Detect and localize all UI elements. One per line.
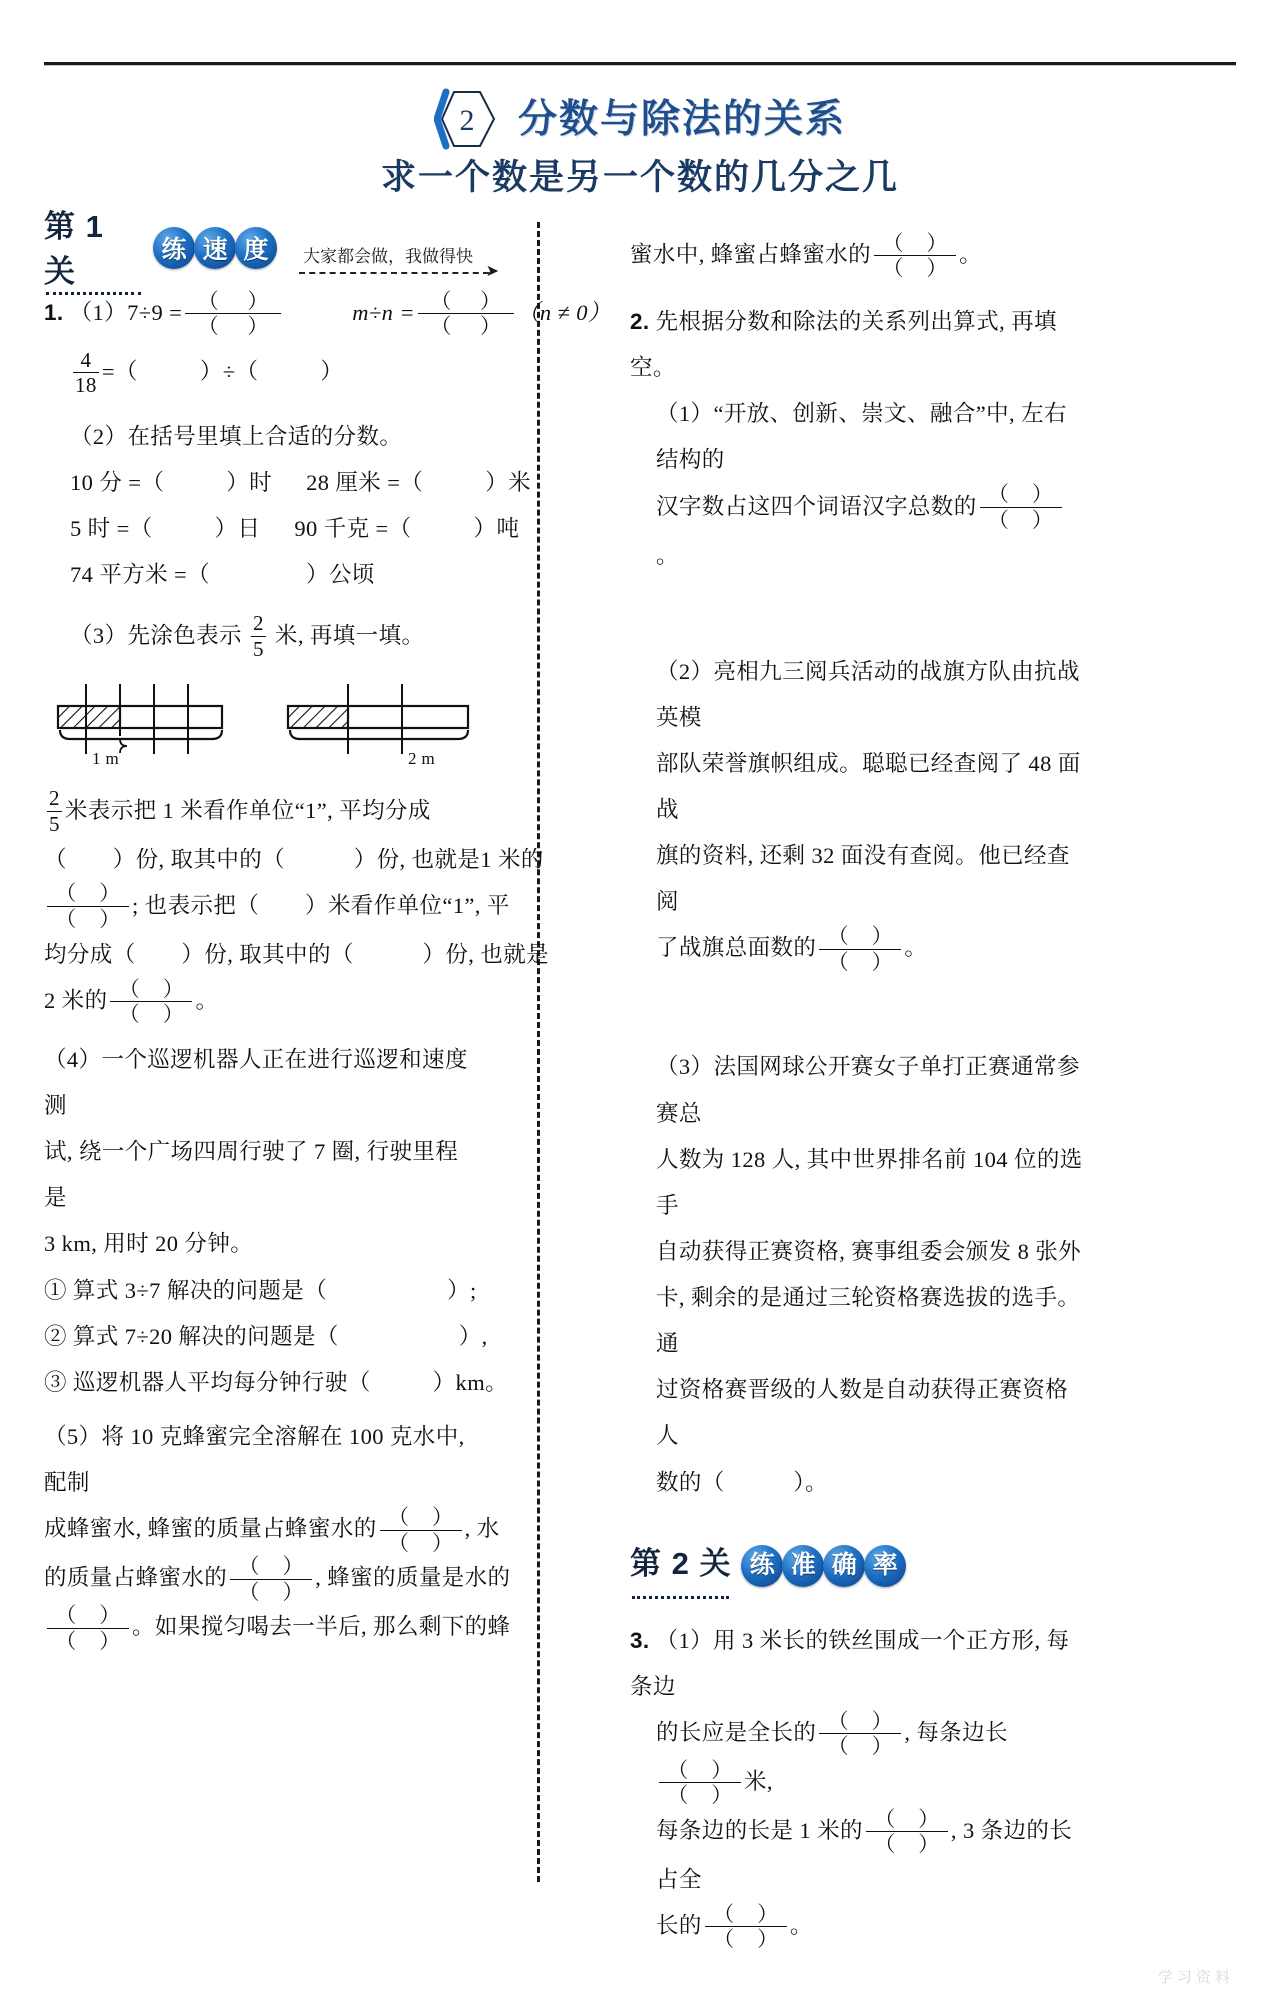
- fraction-numerator: （ ）: [874, 232, 956, 257]
- work-space[interactable]: [630, 579, 1084, 649]
- q1-5-mid: , 水: [464, 1516, 500, 1542]
- q1-3-text-line-3: [44, 881, 510, 932]
- q2-1-tail: 。: [656, 542, 679, 568]
- level-1-tagline: [303, 242, 499, 280]
- ruler-diagram-2m[interactable]: [278, 676, 493, 782]
- fraction-denominator: （ ）: [713, 1927, 779, 1952]
- fraction-numerator: （ ）: [185, 290, 281, 315]
- unit-conv-right: 90 千克 =（: [294, 516, 412, 542]
- left-column: [44, 209, 611, 1942]
- fraction-denominator: （ ）: [987, 507, 1054, 532]
- q2-2-text: 了战旗总面数的: [656, 935, 817, 961]
- work-space[interactable]: [630, 974, 1084, 1044]
- fraction-denominator: （ ）: [387, 1530, 454, 1555]
- carryover-line: [630, 232, 1084, 281]
- right-column: [584, 222, 1084, 1952]
- fraction-numerator: （ ）: [110, 978, 192, 1003]
- q1-1-div: ）÷（: [199, 359, 259, 385]
- q3-line-1: [630, 1618, 1084, 1710]
- fraction-denominator: 18: [75, 373, 97, 398]
- column-divider: [537, 222, 540, 1882]
- q1-5-text: 的质量占蜂蜜水的: [44, 1565, 228, 1591]
- fraction-numerator: （ ）: [819, 925, 901, 950]
- q1-5-line-2: [44, 1504, 500, 1555]
- q3-1-text: 每条边的长是 1 米的: [656, 1817, 863, 1843]
- bubble-char: 练: [741, 1545, 783, 1587]
- q1-4-tail: ）km。: [432, 1369, 508, 1395]
- q1-1-expr1: 7÷9 =: [127, 300, 183, 325]
- q3-1-text: , 3 条边的长占全: [656, 1817, 1073, 1892]
- q1-4-item-2: [44, 1314, 488, 1360]
- carryover-text: 蜜水中, 蜂蜜占蜂蜜水的: [630, 242, 872, 267]
- q1-4-tail: ）;: [447, 1277, 477, 1303]
- fraction-2-5: [47, 787, 62, 835]
- ruler-label: 2 m: [408, 748, 436, 766]
- q2-2-line-3: 旗的资料, 还剩 32 面没有查阅。他已经查阅: [656, 843, 1070, 915]
- bubble-char: 准: [782, 1545, 824, 1587]
- unit-conv-last: 74 平方米 =（: [70, 562, 211, 588]
- fraction-numerator: （ ）: [47, 1604, 129, 1629]
- top-rule: [44, 62, 1236, 65]
- arrow-icon: ➤: [485, 263, 499, 280]
- q2-number: 2.: [630, 309, 650, 335]
- q1-4-line-2: 试, 绕一个广场四周行驶了 7 圈, 行驶里程是: [44, 1139, 459, 1211]
- fraction-numerator: （ ）: [47, 882, 129, 907]
- content-columns: [44, 209, 1236, 1952]
- q1-3-label: [44, 613, 473, 662]
- q1-1-line-1: [44, 288, 611, 339]
- fraction-numerator: （ ）: [705, 1903, 787, 1928]
- fraction-denominator: （ ）: [118, 1002, 185, 1027]
- q2-2-tail: 。: [904, 935, 928, 961]
- fraction-numerator: （ ）: [819, 1710, 901, 1735]
- q2-2-line-2: 部队荣誉旗帜组成。聪聪已经查阅了 48 面战: [656, 750, 1081, 823]
- answer-fraction-blank[interactable]: [705, 1903, 787, 1951]
- question-1: [44, 288, 611, 1653]
- q1-5-line-3: [44, 1553, 511, 1604]
- q1-3-text-line-5: [44, 978, 473, 1027]
- q3-1-text: （1）用 3 米长的铁丝围成一个正方形, 每条边: [630, 1627, 1070, 1699]
- unit-conv-last-unit: ）公顷: [306, 562, 375, 588]
- unit-conv-right-unit: ）吨: [473, 516, 520, 542]
- q1-3-text-line-1: [44, 788, 473, 837]
- q1-2-row-1: [44, 460, 532, 506]
- fraction-numerator: （ ）: [230, 1555, 312, 1580]
- badge-number: 2: [459, 104, 475, 137]
- q3-1-text: 的长应是全长的: [656, 1719, 817, 1745]
- q2-1-text: 汉字数占这四个词语汉字总数的: [656, 493, 977, 519]
- q1-2-label: （2）在括号里填上合适的分数。: [70, 424, 403, 450]
- fraction-2-5: [251, 612, 266, 660]
- right-column-content: [630, 232, 1084, 1952]
- fraction-numerator: （ ）: [380, 1506, 462, 1531]
- q1-4-text: ③ 巡逻机器人平均每分钟行驶（: [44, 1369, 371, 1395]
- fraction-numerator: （ ）: [659, 1759, 741, 1784]
- fraction-denominator: （ ）: [827, 949, 894, 974]
- level-2-bubbles: [741, 1545, 906, 1587]
- unit-conv-left: 5 时 =（: [70, 516, 153, 542]
- unit-conv-left-unit: ）日: [214, 516, 261, 542]
- q3-1-tail: 。: [789, 1913, 813, 1939]
- q1-4-line-3: 3 km, 用时 20 分钟。: [44, 1231, 254, 1257]
- bubble-char: 练: [153, 227, 195, 269]
- q3-line-4: [630, 1903, 1084, 1952]
- q1-5-text: 成蜂蜜水, 蜂蜜的质量占蜂蜜水的: [44, 1516, 377, 1542]
- q3-1-text: 长的: [656, 1913, 702, 1939]
- fraction-numerator: 2: [49, 786, 60, 811]
- q1-5-line-1: （5）将 10 克蜂蜜完全溶解在 100 克水中, 配制: [44, 1423, 465, 1496]
- fraction-4-18: [73, 349, 99, 397]
- q2-2-line-4: [630, 925, 1084, 974]
- q1-3-label-a: （3）先涂色表示: [70, 622, 242, 648]
- level-2-banner: [630, 1540, 1084, 1592]
- q1-1-condition: （n ≠ 0）: [516, 300, 611, 325]
- ruler-diagrams: [48, 676, 473, 782]
- answer-fraction-blank[interactable]: [866, 1808, 948, 1856]
- fraction-denominator: 5: [252, 636, 264, 661]
- level-1-bubbles: [153, 227, 277, 269]
- q2-3-line-3: 自动获得正赛资格, 赛事组委会颁发 8 张外: [656, 1238, 1082, 1264]
- q1-1-eq: =（: [101, 359, 138, 385]
- answer-fraction-blank[interactable]: [47, 1604, 129, 1652]
- unit-conv-right-unit: ）米: [485, 470, 532, 496]
- q1-4-line-1: （4）一个巡逻机器人正在进行巡逻和速度测: [44, 1046, 468, 1119]
- answer-fraction-blank[interactable]: [185, 290, 281, 338]
- q1-2-row-2: [44, 506, 520, 552]
- q2-3-line-5: 过资格赛晋级的人数是自动获得正赛资格人: [656, 1377, 1069, 1449]
- ruler-diagram-1m[interactable]: [48, 676, 248, 782]
- page-header: [40, 0, 1240, 198]
- q3-number: 3.: [630, 1627, 650, 1653]
- q1-1-expr2: m÷n =: [352, 300, 415, 325]
- hexagon-badge-icon: [434, 88, 500, 150]
- q1-3-text: ; 也表示把（ ）米看作单位“1”, 平: [132, 892, 510, 918]
- bubble-char: 度: [235, 227, 277, 269]
- watermark: 学习资料: [1157, 1969, 1234, 1986]
- answer-fraction-blank[interactable]: [819, 925, 901, 973]
- q1-5-text: 。如果搅匀喝去一半后, 那么剩下的蜂: [132, 1614, 511, 1640]
- answer-fraction-blank[interactable]: [874, 232, 956, 280]
- answer-fraction-blank[interactable]: [980, 483, 1062, 531]
- q2-2-line-1: （2）亮相九三阅兵活动的战旗方队由抗战英模: [656, 658, 1080, 730]
- q1-5-mid: , 蜂蜜的质量是水的: [315, 1565, 511, 1591]
- fraction-numerator: 2: [252, 611, 264, 636]
- q2-title-line: [630, 299, 1084, 391]
- answer-fraction-blank[interactable]: [819, 1710, 901, 1758]
- q1-1-label: （1）: [69, 300, 128, 325]
- fraction-numerator: 4: [73, 349, 99, 374]
- unit-conv-right: 28 厘米 =（: [306, 470, 424, 496]
- page-title: 分数与除法的关系: [517, 97, 846, 141]
- q2-1-line-2: [630, 484, 1084, 579]
- q1-1-close: ）: [320, 359, 344, 385]
- fraction-denominator: 5: [49, 812, 60, 837]
- level-2-label: 第 2 关: [630, 1532, 731, 1600]
- fraction-numerator: （ ）: [866, 1808, 948, 1833]
- q1-4-text: ① 算式 3÷7 解决的问题是（: [44, 1277, 328, 1303]
- q1-4-item-1: [44, 1268, 477, 1314]
- q1-2-row-3: [44, 552, 473, 598]
- tagline-text: 大家都会做，我做得快: [303, 247, 473, 266]
- answer-fraction-blank[interactable]: [659, 1759, 741, 1807]
- page-subtitle: 求一个数是另一个数的几分之几: [380, 158, 899, 197]
- fraction-numerator: （ ）: [418, 290, 514, 315]
- fraction-denominator: （ ）: [430, 314, 502, 339]
- answer-fraction-blank[interactable]: [418, 290, 514, 338]
- bubble-char: 确: [823, 1545, 865, 1587]
- carryover-tail: 。: [959, 242, 982, 267]
- level-1-label: 第 1 关: [44, 201, 143, 295]
- q1-3-text: 2 米的: [44, 987, 108, 1013]
- q1-4-tail: ）,: [458, 1323, 488, 1349]
- q1-5-line-4: [44, 1602, 511, 1653]
- fraction-denominator: （ ）: [827, 1734, 894, 1759]
- q2-3-line-6: 数的（ ）。: [656, 1469, 828, 1495]
- bubble-char: 率: [864, 1545, 906, 1587]
- q1-3-text-line-2: （ ）份, 取其中的（ ）份, 也就是1 米的: [44, 846, 544, 872]
- fraction-denominator: （ ）: [882, 256, 948, 281]
- q2-title: 先根据分数和除法的关系列出算式, 再填空。: [630, 309, 1057, 381]
- q1-3-text: 米表示把 1 米看作单位“1”, 平均分成: [64, 797, 431, 823]
- bubble-char: 速: [194, 227, 236, 269]
- fraction-denominator: （ ）: [874, 1832, 940, 1857]
- q1-1-line-2: [44, 349, 473, 398]
- q2-3-line-4: 卡, 剩余的是通过三轮资格赛选拔的选手。通: [656, 1285, 1081, 1357]
- fraction-denominator: （ ）: [55, 1628, 121, 1653]
- q1-3-period: 。: [195, 987, 219, 1013]
- q1-number: 1.: [44, 300, 64, 325]
- q1-3-label-b: 米, 再填一填。: [274, 622, 425, 648]
- q3-line-3: [630, 1808, 1084, 1903]
- unit-conv-left-unit: ）时: [226, 470, 273, 496]
- answer-fraction-blank[interactable]: [110, 978, 192, 1026]
- answer-fraction-blank[interactable]: [230, 1555, 312, 1603]
- ruler-label: 1 m: [92, 748, 120, 766]
- fraction-numerator: （ ）: [980, 483, 1062, 508]
- q1-4-item-3: [44, 1360, 508, 1406]
- q3-1-text: , 每条边长: [904, 1719, 1008, 1745]
- q3-1-unit: 米,: [744, 1768, 773, 1794]
- q3-line-2: [630, 1710, 1084, 1808]
- answer-fraction-blank[interactable]: [380, 1506, 462, 1554]
- unit-conv-left: 10 分 =（: [70, 470, 165, 496]
- fraction-denominator: （ ）: [55, 907, 121, 932]
- fraction-denominator: （ ）: [238, 1579, 304, 1604]
- answer-fraction-blank[interactable]: [47, 882, 129, 930]
- fraction-denominator: （ ）: [197, 314, 269, 339]
- level-1-banner: [44, 209, 499, 289]
- q1-4-text: ② 算式 7÷20 解决的问题是（: [44, 1323, 339, 1349]
- q2-3-line-2: 人数为 128 人, 其中世界排名前 104 位的选手: [656, 1146, 1083, 1218]
- q2-3-line-1: （3）法国网球公开赛女子单打正赛通常参赛总: [656, 1054, 1080, 1126]
- fraction-denominator: （ ）: [667, 1783, 733, 1808]
- title-row: [40, 88, 1240, 150]
- q1-3-text-line-4: 均分成（ ）份, 取其中的（ ）份, 也就是: [44, 941, 550, 967]
- q2-1-line-1: （1）“开放、创新、崇文、融合”中, 左右结构的: [656, 401, 1067, 473]
